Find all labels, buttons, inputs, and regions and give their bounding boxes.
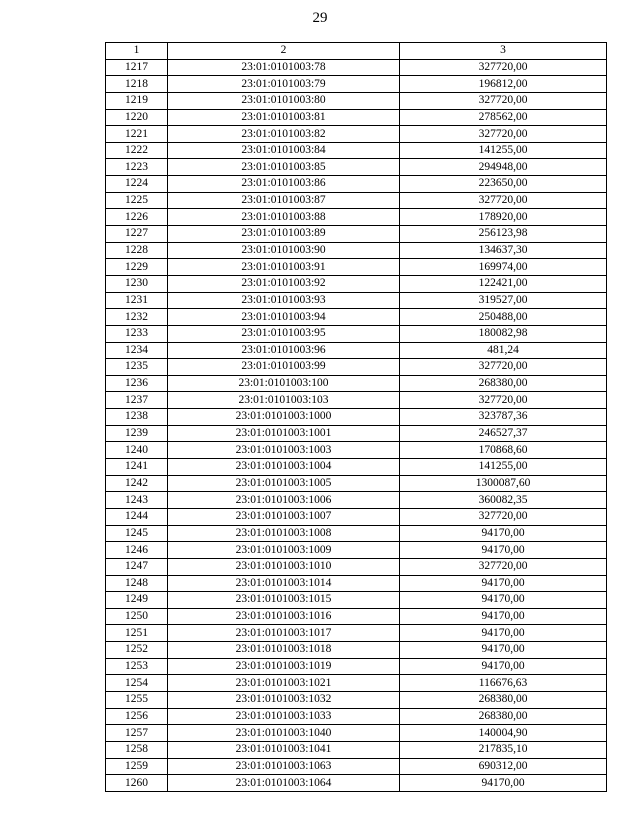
cell-value: 94170,00 xyxy=(400,608,607,625)
table-row xyxy=(106,558,607,575)
table-row xyxy=(106,109,607,126)
cell-cadastral-number: 23:01:0101003:1005 xyxy=(168,475,400,492)
cell-value: 140004,90 xyxy=(400,725,607,742)
cell-cadastral-number: 23:01:0101003:1015 xyxy=(168,592,400,609)
cell-value: 178920,00 xyxy=(400,209,607,226)
cell-value: 170868,60 xyxy=(400,442,607,459)
table-row xyxy=(106,359,607,376)
cell-value: 327720,00 xyxy=(400,192,607,209)
cell-value: 250488,00 xyxy=(400,309,607,326)
table-row xyxy=(106,209,607,226)
cell-row-number: 1235 xyxy=(106,359,168,376)
table-row xyxy=(106,475,607,492)
cell-row-number: 1239 xyxy=(106,425,168,442)
cell-cadastral-number: 23:01:0101003:95 xyxy=(168,325,400,342)
cell-value: 323787,36 xyxy=(400,409,607,426)
cell-value: 278562,00 xyxy=(400,109,607,126)
cell-row-number: 1249 xyxy=(106,592,168,609)
cell-row-number: 1219 xyxy=(106,92,168,109)
cell-value: 134637,30 xyxy=(400,242,607,259)
cell-row-number: 1224 xyxy=(106,176,168,193)
cell-cadastral-number: 23:01:0101003:1014 xyxy=(168,575,400,592)
cell-value: 122421,00 xyxy=(400,275,607,292)
cell-row-number: 1243 xyxy=(106,492,168,509)
cell-row-number: 1253 xyxy=(106,658,168,675)
table-row xyxy=(106,675,607,692)
cell-value: 94170,00 xyxy=(400,775,607,792)
table-body xyxy=(106,59,607,791)
cell-cadastral-number: 23:01:0101003:87 xyxy=(168,192,400,209)
cell-row-number: 1257 xyxy=(106,725,168,742)
table-row xyxy=(106,59,607,76)
cell-row-number: 1258 xyxy=(106,741,168,758)
cell-cadastral-number: 23:01:0101003:1003 xyxy=(168,442,400,459)
cell-row-number: 1248 xyxy=(106,575,168,592)
table-row xyxy=(106,575,607,592)
cell-value: 94170,00 xyxy=(400,642,607,659)
table-row xyxy=(106,775,607,792)
cell-value: 94170,00 xyxy=(400,625,607,642)
cell-row-number: 1217 xyxy=(106,59,168,76)
cell-cadastral-number: 23:01:0101003:84 xyxy=(168,142,400,159)
cell-value: 327720,00 xyxy=(400,359,607,376)
cell-cadastral-number: 23:01:0101003:1008 xyxy=(168,525,400,542)
cell-row-number: 1223 xyxy=(106,159,168,176)
table-row xyxy=(106,608,607,625)
cell-cadastral-number: 23:01:0101003:80 xyxy=(168,92,400,109)
cell-cadastral-number: 23:01:0101003:92 xyxy=(168,275,400,292)
cell-row-number: 1237 xyxy=(106,392,168,409)
cell-row-number: 1252 xyxy=(106,642,168,659)
cell-cadastral-number: 23:01:0101003:78 xyxy=(168,59,400,76)
cell-row-number: 1222 xyxy=(106,142,168,159)
cell-cadastral-number: 23:01:0101003:1033 xyxy=(168,708,400,725)
table-row xyxy=(106,92,607,109)
cell-value: 223650,00 xyxy=(400,176,607,193)
cell-row-number: 1227 xyxy=(106,226,168,243)
table-row xyxy=(106,292,607,309)
cell-row-number: 1247 xyxy=(106,558,168,575)
cell-cadastral-number: 23:01:0101003:1001 xyxy=(168,425,400,442)
cell-row-number: 1221 xyxy=(106,126,168,143)
table-header-row xyxy=(106,43,607,60)
cell-row-number: 1254 xyxy=(106,675,168,692)
cell-row-number: 1233 xyxy=(106,325,168,342)
cell-value: 217835,10 xyxy=(400,741,607,758)
cell-value: 94170,00 xyxy=(400,525,607,542)
cell-cadastral-number: 23:01:0101003:1064 xyxy=(168,775,400,792)
cell-cadastral-number: 23:01:0101003:103 xyxy=(168,392,400,409)
cell-value: 196812,00 xyxy=(400,76,607,93)
cell-row-number: 1241 xyxy=(106,459,168,476)
table-row xyxy=(106,309,607,326)
cell-value: 327720,00 xyxy=(400,558,607,575)
cell-cadastral-number: 23:01:0101003:1000 xyxy=(168,409,400,426)
cell-value: 327720,00 xyxy=(400,59,607,76)
cell-cadastral-number: 23:01:0101003:1006 xyxy=(168,492,400,509)
cell-row-number: 1238 xyxy=(106,409,168,426)
cell-row-number: 1260 xyxy=(106,775,168,792)
cell-cadastral-number: 23:01:0101003:100 xyxy=(168,375,400,392)
table-row xyxy=(106,226,607,243)
cell-value: 169974,00 xyxy=(400,259,607,276)
table-row xyxy=(106,492,607,509)
cell-row-number: 1259 xyxy=(106,758,168,775)
cell-cadastral-number: 23:01:0101003:1007 xyxy=(168,508,400,525)
cell-cadastral-number: 23:01:0101003:88 xyxy=(168,209,400,226)
table-row xyxy=(106,741,607,758)
table-row xyxy=(106,76,607,93)
cell-row-number: 1231 xyxy=(106,292,168,309)
cell-cadastral-number: 23:01:0101003:1004 xyxy=(168,459,400,476)
table-row xyxy=(106,409,607,426)
cell-value: 327720,00 xyxy=(400,92,607,109)
cell-value: 116676,63 xyxy=(400,675,607,692)
cell-cadastral-number: 23:01:0101003:90 xyxy=(168,242,400,259)
table-row xyxy=(106,126,607,143)
table-row xyxy=(106,508,607,525)
cell-cadastral-number: 23:01:0101003:81 xyxy=(168,109,400,126)
cell-row-number: 1230 xyxy=(106,275,168,292)
cell-row-number: 1251 xyxy=(106,625,168,642)
table-row xyxy=(106,658,607,675)
table-row xyxy=(106,275,607,292)
cell-cadastral-number: 23:01:0101003:1010 xyxy=(168,558,400,575)
cell-cadastral-number: 23:01:0101003:1017 xyxy=(168,625,400,642)
page-number: 29 xyxy=(312,10,328,26)
table-row xyxy=(106,192,607,209)
cell-value: 327720,00 xyxy=(400,126,607,143)
table-row xyxy=(106,325,607,342)
table-row xyxy=(106,242,607,259)
cell-cadastral-number: 23:01:0101003:86 xyxy=(168,176,400,193)
cell-value: 141255,00 xyxy=(400,142,607,159)
cell-cadastral-number: 23:01:0101003:99 xyxy=(168,359,400,376)
cell-cadastral-number: 23:01:0101003:1019 xyxy=(168,658,400,675)
table-row xyxy=(106,142,607,159)
table-row xyxy=(106,442,607,459)
table-row xyxy=(106,392,607,409)
cell-value: 246527,37 xyxy=(400,425,607,442)
column-header-cadastral-number: 2 xyxy=(168,43,400,60)
cell-value: 94170,00 xyxy=(400,658,607,675)
cell-cadastral-number: 23:01:0101003:89 xyxy=(168,226,400,243)
cell-value: 1300087,60 xyxy=(400,475,607,492)
cell-value: 94170,00 xyxy=(400,575,607,592)
cell-row-number: 1232 xyxy=(106,309,168,326)
table-row xyxy=(106,725,607,742)
cell-value: 94170,00 xyxy=(400,542,607,559)
cell-value: 327720,00 xyxy=(400,508,607,525)
column-header-value: 3 xyxy=(400,43,607,60)
cell-value: 268380,00 xyxy=(400,708,607,725)
cell-row-number: 1245 xyxy=(106,525,168,542)
cell-cadastral-number: 23:01:0101003:1021 xyxy=(168,675,400,692)
cell-row-number: 1240 xyxy=(106,442,168,459)
cell-row-number: 1246 xyxy=(106,542,168,559)
cell-cadastral-number: 23:01:0101003:1009 xyxy=(168,542,400,559)
cell-cadastral-number: 23:01:0101003:91 xyxy=(168,259,400,276)
table-row xyxy=(106,642,607,659)
cell-cadastral-number: 23:01:0101003:1040 xyxy=(168,725,400,742)
table-row xyxy=(106,425,607,442)
cell-value: 256123,98 xyxy=(400,226,607,243)
cell-cadastral-number: 23:01:0101003:85 xyxy=(168,159,400,176)
table-row xyxy=(106,525,607,542)
table-row xyxy=(106,625,607,642)
cell-value: 319527,00 xyxy=(400,292,607,309)
data-table xyxy=(105,42,607,792)
cell-row-number: 1255 xyxy=(106,691,168,708)
cell-row-number: 1236 xyxy=(106,375,168,392)
cell-cadastral-number: 23:01:0101003:1018 xyxy=(168,642,400,659)
cell-cadastral-number: 23:01:0101003:79 xyxy=(168,76,400,93)
cell-row-number: 1256 xyxy=(106,708,168,725)
cell-value: 94170,00 xyxy=(400,592,607,609)
cell-value: 690312,00 xyxy=(400,758,607,775)
cell-cadastral-number: 23:01:0101003:96 xyxy=(168,342,400,359)
table-row xyxy=(106,592,607,609)
cell-cadastral-number: 23:01:0101003:1041 xyxy=(168,741,400,758)
cell-cadastral-number: 23:01:0101003:82 xyxy=(168,126,400,143)
cell-value: 180082,98 xyxy=(400,325,607,342)
cell-value: 327720,00 xyxy=(400,392,607,409)
cell-cadastral-number: 23:01:0101003:1016 xyxy=(168,608,400,625)
table-row xyxy=(106,259,607,276)
cell-value: 141255,00 xyxy=(400,459,607,476)
table-row xyxy=(106,691,607,708)
cell-row-number: 1220 xyxy=(106,109,168,126)
cell-row-number: 1226 xyxy=(106,209,168,226)
table-row xyxy=(106,542,607,559)
table-row xyxy=(106,176,607,193)
cell-value: 481,24 xyxy=(400,342,607,359)
table-row xyxy=(106,708,607,725)
cell-value: 268380,00 xyxy=(400,375,607,392)
cell-cadastral-number: 23:01:0101003:93 xyxy=(168,292,400,309)
column-header-number: 1 xyxy=(106,43,168,60)
cell-value: 268380,00 xyxy=(400,691,607,708)
table-row xyxy=(106,758,607,775)
cell-row-number: 1234 xyxy=(106,342,168,359)
table-row xyxy=(106,342,607,359)
cell-cadastral-number: 23:01:0101003:94 xyxy=(168,309,400,326)
table-row xyxy=(106,459,607,476)
cell-value: 294948,00 xyxy=(400,159,607,176)
cell-row-number: 1228 xyxy=(106,242,168,259)
cell-row-number: 1229 xyxy=(106,259,168,276)
table-row xyxy=(106,375,607,392)
cell-cadastral-number: 23:01:0101003:1063 xyxy=(168,758,400,775)
cell-row-number: 1244 xyxy=(106,508,168,525)
cell-row-number: 1242 xyxy=(106,475,168,492)
cell-row-number: 1250 xyxy=(106,608,168,625)
cell-value: 360082,35 xyxy=(400,492,607,509)
cell-row-number: 1225 xyxy=(106,192,168,209)
cell-row-number: 1218 xyxy=(106,76,168,93)
cell-cadastral-number: 23:01:0101003:1032 xyxy=(168,691,400,708)
table-row xyxy=(106,159,607,176)
